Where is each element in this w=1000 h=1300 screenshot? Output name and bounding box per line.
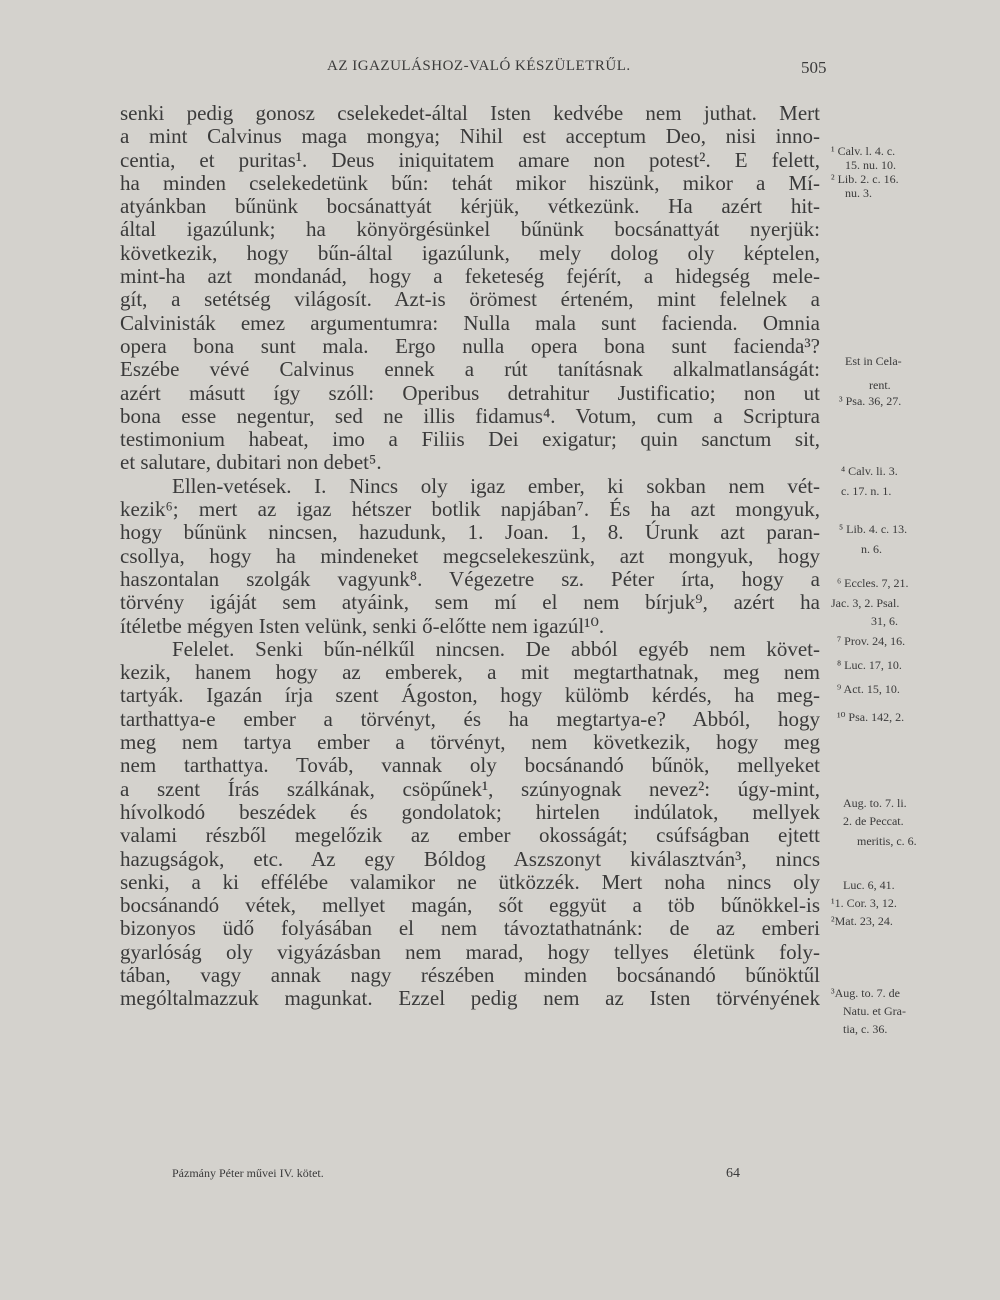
footer-title: Pázmány Péter művei IV. kötet. [172, 1166, 324, 1180]
text-line: meg nem tartya ember a törvényt, nem következik, hogy meg [120, 730, 820, 755]
margin-note: Est in Cela- [845, 354, 902, 368]
text-line: gyarlóság oly vigyázásban nem marad, hogy tellyes életünk foly- [120, 939, 820, 964]
text-line: tarthattya-e ember a törvényt, és ha megtartya-e? Abból, hogy [120, 706, 820, 731]
margin-note: ¹1. Cor. 3, 12. [831, 896, 897, 910]
margin-note: tia, c. 36. [843, 1022, 888, 1036]
text-line: csollya, hogy ha mindeneket megcselekeszünk, azt mongyuk, hogy [120, 543, 820, 568]
margin-note: ² Lib. 2. c. 16. [831, 172, 899, 186]
margin-note: ³Aug. to. 7. de [831, 986, 900, 1000]
margin-note: ³ Psa. 36, 27. [839, 394, 902, 408]
margin-note: Natu. et Gra- [843, 1004, 906, 1018]
margin-note: ¹ Calv. l. 4. c. [831, 144, 896, 158]
signature-mark: 64 [726, 1166, 740, 1181]
margin-note: Jac. 3, 2. Psal. [831, 596, 900, 610]
text-line: tartyák. Igazán írja szent Ágoston, hogy külömb kérdés, ha meg- [120, 683, 820, 708]
margin-note: nu. 3. [845, 186, 872, 200]
text-line: a szent Írás szálkának, csöpűnek¹, szúnyognak nevez²: úgy-mint, [120, 776, 820, 801]
margin-note: c. 17. n. 1. [841, 484, 892, 498]
text-line: bocsánandó vétek, mellyet magán, sőt eggyüt a töb bűnökkel-is [120, 893, 820, 918]
text-line: centia, et puritas¹. Deus iniquitatem amare non potest². E felett, [120, 147, 820, 172]
text-line: törvény igáját sem atyáink, sem mí el nem bírjuk⁹, azért ha [120, 590, 820, 615]
margin-note: Aug. to. 7. li. [843, 796, 907, 810]
margin-note: ⁸ Luc. 17, 10. [837, 658, 902, 672]
text-line: hazugságok, etc. Az egy Bóldog Aszszonyt kiválasztván³, nincs [120, 846, 820, 871]
text-line: kezik⁶; mert az igaz hétszer botlik napjában⁷. És ha azt mongyuk, [120, 497, 820, 522]
margin-note: ⁴ Calv. li. 3. [841, 464, 898, 478]
margin-note: rent. [869, 378, 891, 392]
margin-note: ²Mat. 23, 24. [831, 914, 893, 928]
text-line: Calvinisták emez argumentumra: Nulla mala sunt facienda. Omnia [120, 310, 820, 335]
text-line: tában, vagy annak nagy részében minden bocsánandó bűnöktűl [120, 962, 820, 987]
margin-note: 31, 6. [871, 614, 898, 628]
text-line: kezik, hanem hogy az emberek, a mit megtarthatnak, meg nem [120, 660, 820, 685]
text-line: mint-ha azt mondanád, hogy a feketeség fejérít, a hidegség mele- [120, 264, 820, 289]
margin-note: ⁶ Eccles. 7, 21. [837, 576, 909, 590]
text-line: következik, hogy bűn-által igazúlunk, mely dolog oly képtelen, [120, 240, 820, 265]
text-line: haszontalan szolgák vagyunk⁸. Végezetre sz. Péter írta, hogy a [120, 566, 820, 591]
margin-note: 2. de Peccat. [843, 814, 904, 828]
text-line: hívolkodó beszédek és gondolatok; hirtelen indúlatok, mellyek [120, 799, 820, 824]
text-line: azért másutt így szóll: Operibus detrahitur Justificatio; non ut [120, 380, 820, 405]
running-title: AZ IGAZULÁSHOZ-VALÓ KÉSZÜLETRŰL. [327, 58, 631, 74]
paragraph-start-line: Ellen-vetések. I. Nincs oly igaz ember, ki sokban nem vét- [172, 473, 820, 498]
margin-note: ⁷ Prov. 24, 16. [837, 634, 906, 648]
paragraph-start-line: Felelet. Senki bűn-nélkűl nincsen. De abból egyéb nem követ- [172, 636, 820, 661]
text-line: valami részből megelőzik az ember okosságát; csúfságban ejtett [120, 823, 820, 848]
margin-note: ⁹ Act. 15, 10. [837, 682, 900, 696]
text-line: et salutare, dubitari non debet⁵. [120, 450, 382, 475]
body-text [120, 102, 820, 1011]
text-line: senki pedig gonosz cselekedet-által Isten kedvébe nem juthat. Mert [120, 101, 820, 125]
margin-note: n. 6. [861, 542, 882, 556]
text-line: mególtalmazzuk magunkat. Ezzel pedig nem az Isten törvényének [120, 986, 820, 1011]
margin-note: 15. nu. 10. [845, 158, 896, 172]
margin-note: ⁵ Lib. 4. c. 13. [839, 522, 908, 536]
text-line: ha minden cselekedetünk bűn: tehát mikor hiszünk, mikor a Mí- [120, 170, 820, 195]
text-line: opera bona sunt mala. Ergo nulla opera bona sunt facienda³? [120, 333, 820, 358]
text-line: a mint Calvinus maga mongya; Nihil est acceptum Deo, nisi inno- [120, 124, 820, 149]
text-line: bizonyos üdő folyásában el nem távoztathatnánk: de az emberi [120, 916, 820, 941]
text-line: hogy bűnünk nincsen, hazudunk, 1. Joan. 1, 8. Úrunk azt paran- [120, 520, 820, 545]
margin-note: Luc. 6, 41. [843, 878, 895, 892]
page-number: 505 [801, 58, 827, 77]
text-line: ítéletbe mégyen Isten velünk, senki ő-előtte nem igazúl¹⁰. [120, 613, 605, 638]
text-line: Eszébe vévé Calvinus ennek a rút tanításnak alkalmatlanságát: [120, 357, 820, 382]
text-line: senki, a ki effélébe valamikor ne ütközzék. Mert noha nincs oly [120, 869, 820, 894]
text-line: testimonium habeat, imo a Filiis Dei exigatur; quin sanctum sit, [120, 427, 820, 452]
margin-note: meritis, c. 6. [857, 834, 917, 848]
text-line: által igazúlunk; ha könyörgésünkel bűnünk bocsánattyát nyerjük: [120, 217, 820, 242]
text-line: gít, a setétség világosít. Azt-is örömest érteném, mint felelnek a [120, 287, 820, 312]
text-line: atyánkban bűnünk bocsánattyát kérjük, vétkezünk. Ha azért hit- [120, 194, 820, 219]
text-line: nem tarthattya. Továb, vannak oly bocsánandó bűnök, mellyeket [120, 753, 820, 778]
text-line: bona esse negentur, sed ne illis fidamus⁴. Votum, cum a Scriptura [120, 403, 820, 428]
margin-note: ¹⁰ Psa. 142, 2. [837, 710, 905, 724]
